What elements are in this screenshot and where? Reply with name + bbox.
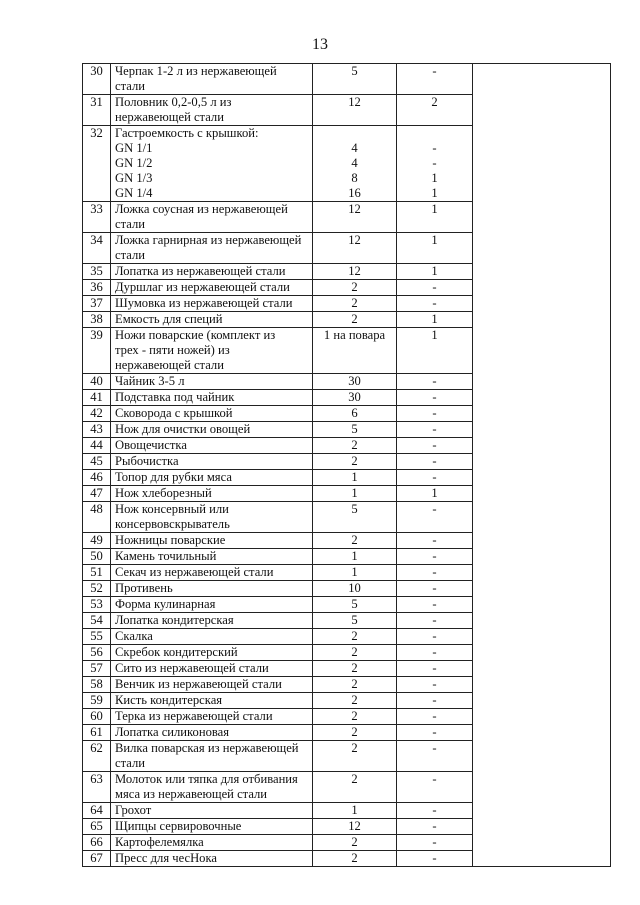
quantity-value: 1 на повара (323, 328, 386, 342)
quantity (313, 709, 397, 725)
item-name (111, 819, 313, 835)
quantity-value: 2 (351, 693, 358, 707)
quantity (313, 454, 397, 470)
page-number: 13 (312, 36, 328, 53)
item-name-line: Секач из нержавеющей стали (115, 565, 274, 579)
item-name-line: Картофелемялка (115, 835, 204, 849)
reserve-value: 1 (431, 186, 438, 200)
table-body (83, 64, 611, 867)
item-name-line: Ножницы поварские (115, 533, 226, 547)
reserve-quantity (397, 851, 473, 867)
reserve-quantity (397, 725, 473, 741)
quantity-value: 8 (351, 171, 358, 185)
table-row (83, 64, 611, 95)
row-number: 39 (83, 328, 111, 374)
item-name (111, 95, 313, 126)
reserve-quantity (397, 772, 473, 803)
quantity-value: 2 (351, 741, 358, 755)
row-number: 51 (83, 565, 111, 581)
reserve-quantity (397, 296, 473, 312)
item-name-line: Лопатка из нержавеющей стали (115, 264, 286, 278)
row-number: 64 (83, 803, 111, 819)
reserve-quantity (397, 95, 473, 126)
item-name-line: трех - пяти ножей) из (115, 343, 230, 357)
reserve-value: 1 (431, 486, 438, 500)
row-number: 42 (83, 406, 111, 422)
quantity (313, 613, 397, 629)
quantity (313, 803, 397, 819)
quantity-value (317, 126, 392, 141)
item-name-line: Терка из нержавеющей стали (115, 709, 273, 723)
item-name-line: стали (115, 79, 145, 93)
item-name (111, 803, 313, 819)
reserve-quantity (397, 454, 473, 470)
row-number: 47 (83, 486, 111, 502)
reserve-value: - (432, 141, 437, 155)
reserve-value: - (432, 422, 437, 436)
quantity (313, 233, 397, 264)
item-name-line: консервовскрыватель (115, 517, 230, 531)
reserve-value: 1 (431, 233, 438, 247)
row-number: 61 (83, 725, 111, 741)
item-name (111, 296, 313, 312)
reserve-value: - (432, 374, 437, 388)
quantity (313, 64, 397, 95)
reserve-quantity (397, 328, 473, 374)
quantity-value: 5 (351, 502, 358, 516)
row-number: 46 (83, 470, 111, 486)
item-name-line: Противень (115, 581, 173, 595)
quantity (313, 470, 397, 486)
item-name (111, 772, 313, 803)
item-name-line: Черпак 1-2 л из нержавеющей (115, 64, 277, 78)
quantity-value: 5 (351, 64, 358, 78)
reserve-quantity (397, 693, 473, 709)
reserve-value: - (432, 502, 437, 516)
reserve-value: 1 (431, 202, 438, 216)
item-name-line: Ложка соусная из нержавеющей (115, 202, 288, 216)
row-number: 48 (83, 502, 111, 533)
quantity (313, 851, 397, 867)
reserve-quantity (397, 374, 473, 390)
item-name-line: Ложка гарнирная из нержавеющей (115, 233, 302, 247)
row-number: 52 (83, 581, 111, 597)
reserve-quantity (397, 581, 473, 597)
item-name-line: нержавеющей стали (115, 110, 224, 124)
reserve-value: - (432, 819, 437, 833)
reserve-quantity (397, 819, 473, 835)
reserve-value: - (432, 470, 437, 484)
item-name-line: Половник 0,2-0,5 л из (115, 95, 232, 109)
item-name-line: Рыбочистка (115, 454, 179, 468)
quantity-value: 30 (348, 374, 361, 388)
item-name-line: Овощечистка (115, 438, 187, 452)
item-name-line: Гастроемкость с крышкой: (115, 126, 259, 140)
row-number: 30 (83, 64, 111, 95)
reserve-quantity (397, 677, 473, 693)
reserve-value: - (432, 835, 437, 849)
item-name-line: Дуршлаг из нержавеющей стали (115, 280, 290, 294)
quantity-value: 2 (351, 772, 358, 786)
reserve-value: - (432, 851, 437, 865)
reserve-quantity (397, 565, 473, 581)
reserve-value: - (432, 438, 437, 452)
row-number: 65 (83, 819, 111, 835)
item-name (111, 661, 313, 677)
reserve-value: 1 (431, 171, 438, 185)
row-number: 66 (83, 835, 111, 851)
item-name (111, 645, 313, 661)
item-name-line: Чайник 3-5 л (115, 374, 185, 388)
item-name (111, 725, 313, 741)
row-number: 41 (83, 390, 111, 406)
item-name-line: Шумовка из нержавеющей стали (115, 296, 293, 310)
item-name-line: Ножи поварские (комплект из (115, 328, 276, 342)
reserve-quantity (397, 549, 473, 565)
quantity (313, 438, 397, 454)
item-name (111, 264, 313, 280)
reserve-quantity (397, 264, 473, 280)
item-name (111, 629, 313, 645)
quantity-value: 4 (351, 156, 358, 170)
quantity (313, 422, 397, 438)
quantity-value: 10 (348, 581, 361, 595)
row-number: 45 (83, 454, 111, 470)
quantity-value: 2 (351, 725, 358, 739)
quantity-value: 2 (351, 312, 358, 326)
reserve-value: - (432, 156, 437, 170)
item-name-line: Сковорода с крышкой (115, 406, 233, 420)
reserve-quantity (397, 502, 473, 533)
item-name-line: стали (115, 756, 145, 770)
reserve-value (401, 126, 468, 141)
item-name (111, 438, 313, 454)
quantity-value: 2 (351, 280, 358, 294)
reserve-value: - (432, 661, 437, 675)
row-number: 58 (83, 677, 111, 693)
reserve-value: - (432, 613, 437, 627)
row-number: 31 (83, 95, 111, 126)
item-name-line: GN 1/4 (115, 186, 153, 200)
item-name (111, 709, 313, 725)
quantity (313, 772, 397, 803)
quantity-value: 2 (351, 851, 358, 865)
quantity-value: 1 (351, 565, 358, 579)
row-number: 37 (83, 296, 111, 312)
item-name (111, 677, 313, 693)
item-name (111, 374, 313, 390)
quantity (313, 725, 397, 741)
item-name-line: Нож для очистки овощей (115, 422, 251, 436)
item-name-line: GN 1/1 (115, 141, 153, 155)
item-name-line: Нож хлеборезный (115, 486, 212, 500)
row-number: 44 (83, 438, 111, 454)
quantity-value: 1 (351, 549, 358, 563)
quantity (313, 374, 397, 390)
reserve-value: - (432, 565, 437, 579)
item-name (111, 581, 313, 597)
row-number: 38 (83, 312, 111, 328)
row-number: 60 (83, 709, 111, 725)
quantity-value: 2 (351, 677, 358, 691)
reserve-value: - (432, 772, 437, 786)
row-number: 53 (83, 597, 111, 613)
item-name-line: Вилка поварская из нержавеющей (115, 741, 299, 755)
quantity-value: 12 (348, 264, 361, 278)
item-name (111, 851, 313, 867)
quantity (313, 565, 397, 581)
quantity-value: 5 (351, 422, 358, 436)
quantity (313, 741, 397, 772)
row-number: 63 (83, 772, 111, 803)
quantity-value: 2 (351, 661, 358, 675)
row-number: 35 (83, 264, 111, 280)
row-number: 55 (83, 629, 111, 645)
quantity-value: 30 (348, 390, 361, 404)
quantity-value: 12 (348, 202, 361, 216)
item-name-line: Топор для рубки мяса (115, 470, 232, 484)
row-number: 57 (83, 661, 111, 677)
reserve-quantity (397, 470, 473, 486)
item-name-line: Форма кулинарная (115, 597, 216, 611)
reserve-value: - (432, 645, 437, 659)
item-name (111, 597, 313, 613)
quantity (313, 390, 397, 406)
quantity (313, 486, 397, 502)
reserve-quantity (397, 312, 473, 328)
item-name-line: нержавеющей стали (115, 358, 224, 372)
quantity (313, 264, 397, 280)
reserve-value: - (432, 280, 437, 294)
item-name-line: стали (115, 217, 145, 231)
quantity (313, 95, 397, 126)
item-name (111, 280, 313, 296)
row-number: 59 (83, 693, 111, 709)
reserve-quantity (397, 661, 473, 677)
quantity-value: 2 (351, 454, 358, 468)
quantity (313, 693, 397, 709)
reserve-value: 1 (431, 328, 438, 342)
quantity (313, 677, 397, 693)
item-name-line: GN 1/3 (115, 171, 153, 185)
reserve-quantity (397, 741, 473, 772)
row-number: 36 (83, 280, 111, 296)
reserve-value: - (432, 677, 437, 691)
quantity (313, 549, 397, 565)
item-name-line: Сито из нержавеющей стали (115, 661, 269, 675)
quantity-value: 5 (351, 597, 358, 611)
quantity (313, 502, 397, 533)
quantity (313, 126, 397, 202)
quantity (313, 533, 397, 549)
reserve-quantity (397, 406, 473, 422)
reserve-value: - (432, 629, 437, 643)
item-name-line: GN 1/2 (115, 156, 153, 170)
item-name (111, 549, 313, 565)
quantity-value: 2 (351, 296, 358, 310)
reserve-value: - (432, 803, 437, 817)
quantity-value: 2 (351, 709, 358, 723)
quantity (313, 597, 397, 613)
reserve-value: 2 (431, 95, 438, 109)
quantity (313, 312, 397, 328)
item-name (111, 693, 313, 709)
item-name (111, 406, 313, 422)
quantity (313, 296, 397, 312)
reserve-value: - (432, 533, 437, 547)
quantity-value: 2 (351, 629, 358, 643)
row-number: 32 (83, 126, 111, 202)
quantity (313, 835, 397, 851)
item-name (111, 533, 313, 549)
item-name-line: Камень точильный (115, 549, 217, 563)
quantity (313, 645, 397, 661)
item-name (111, 613, 313, 629)
item-name (111, 454, 313, 470)
item-name (111, 312, 313, 328)
quantity-value: 1 (351, 486, 358, 500)
item-name (111, 741, 313, 772)
item-name (111, 233, 313, 264)
row-number: 33 (83, 202, 111, 233)
reserve-quantity (397, 390, 473, 406)
item-name (111, 64, 313, 95)
row-number: 56 (83, 645, 111, 661)
item-name-line: Венчик из нержавеющей стали (115, 677, 282, 691)
quantity-value: 2 (351, 645, 358, 659)
row-number: 50 (83, 549, 111, 565)
reserve-value: - (432, 64, 437, 78)
item-name-line: Кисть кондитерская (115, 693, 223, 707)
reserve-quantity (397, 486, 473, 502)
quantity-value: 6 (351, 406, 358, 420)
row-number: 54 (83, 613, 111, 629)
reserve-value: - (432, 549, 437, 563)
reserve-value: - (432, 709, 437, 723)
quantity-value: 4 (351, 141, 358, 155)
reserve-quantity (397, 709, 473, 725)
item-name-line: Щипцы сервировочные (115, 819, 242, 833)
item-name (111, 470, 313, 486)
item-name-line: Лопатка кондитерская (115, 613, 234, 627)
reserve-value: - (432, 390, 437, 404)
quantity (313, 661, 397, 677)
reserve-value: - (432, 741, 437, 755)
item-name (111, 565, 313, 581)
item-name-line: мяса из нержавеющей стали (115, 787, 268, 801)
reserve-value: - (432, 406, 437, 420)
quantity-value: 1 (351, 803, 358, 817)
reserve-value: - (432, 296, 437, 310)
quantity (313, 581, 397, 597)
item-name-line: Молоток или тяпка для отбивания (115, 772, 298, 786)
item-name (111, 390, 313, 406)
item-name (111, 422, 313, 438)
item-name (111, 328, 313, 374)
reserve-quantity (397, 202, 473, 233)
reserve-value: - (432, 581, 437, 595)
reserve-quantity (397, 629, 473, 645)
quantity (313, 819, 397, 835)
item-name-line: Грохот (115, 803, 152, 817)
item-name (111, 486, 313, 502)
item-name-line: Скребок кондитерский (115, 645, 238, 659)
reserve-quantity (397, 613, 473, 629)
reserve-quantity (397, 645, 473, 661)
item-name (111, 202, 313, 233)
reserve-quantity (397, 64, 473, 95)
quantity-value: 12 (348, 95, 361, 109)
item-name-line: Емкость для специй (115, 312, 223, 326)
quantity (313, 280, 397, 296)
reserve-quantity (397, 126, 473, 202)
inventory-table (82, 63, 611, 867)
notes-column (473, 64, 611, 867)
reserve-value: - (432, 597, 437, 611)
quantity-value: 1 (351, 470, 358, 484)
item-name (111, 835, 313, 851)
item-name-line: Нож консервный или (115, 502, 229, 516)
row-number: 40 (83, 374, 111, 390)
item-name (111, 126, 313, 202)
quantity (313, 629, 397, 645)
quantity-value: 12 (348, 233, 361, 247)
reserve-value: - (432, 454, 437, 468)
quantity-value: 2 (351, 533, 358, 547)
quantity (313, 328, 397, 374)
row-number: 62 (83, 741, 111, 772)
quantity-value: 2 (351, 438, 358, 452)
reserve-value: - (432, 725, 437, 739)
reserve-quantity (397, 597, 473, 613)
row-number: 43 (83, 422, 111, 438)
reserve-quantity (397, 803, 473, 819)
quantity-value: 16 (348, 186, 361, 200)
item-name-line: Подставка под чайник (115, 390, 235, 404)
row-number: 49 (83, 533, 111, 549)
quantity (313, 202, 397, 233)
reserve-quantity (397, 422, 473, 438)
row-number: 67 (83, 851, 111, 867)
reserve-value: 1 (431, 312, 438, 326)
reserve-quantity (397, 533, 473, 549)
item-name-line: Лопатка силиконовая (115, 725, 230, 739)
quantity-value: 12 (348, 819, 361, 833)
reserve-quantity (397, 438, 473, 454)
item-name-line: Скалка (115, 629, 153, 643)
quantity-value: 5 (351, 613, 358, 627)
quantity-value: 2 (351, 835, 358, 849)
item-name (111, 502, 313, 533)
quantity (313, 406, 397, 422)
item-name-line: стали (115, 248, 145, 262)
reserve-value: 1 (431, 264, 438, 278)
reserve-value: - (432, 693, 437, 707)
item-name-line: Пресс для чесНока (115, 851, 217, 865)
row-number: 34 (83, 233, 111, 264)
reserve-quantity (397, 233, 473, 264)
reserve-quantity (397, 835, 473, 851)
reserve-quantity (397, 280, 473, 296)
